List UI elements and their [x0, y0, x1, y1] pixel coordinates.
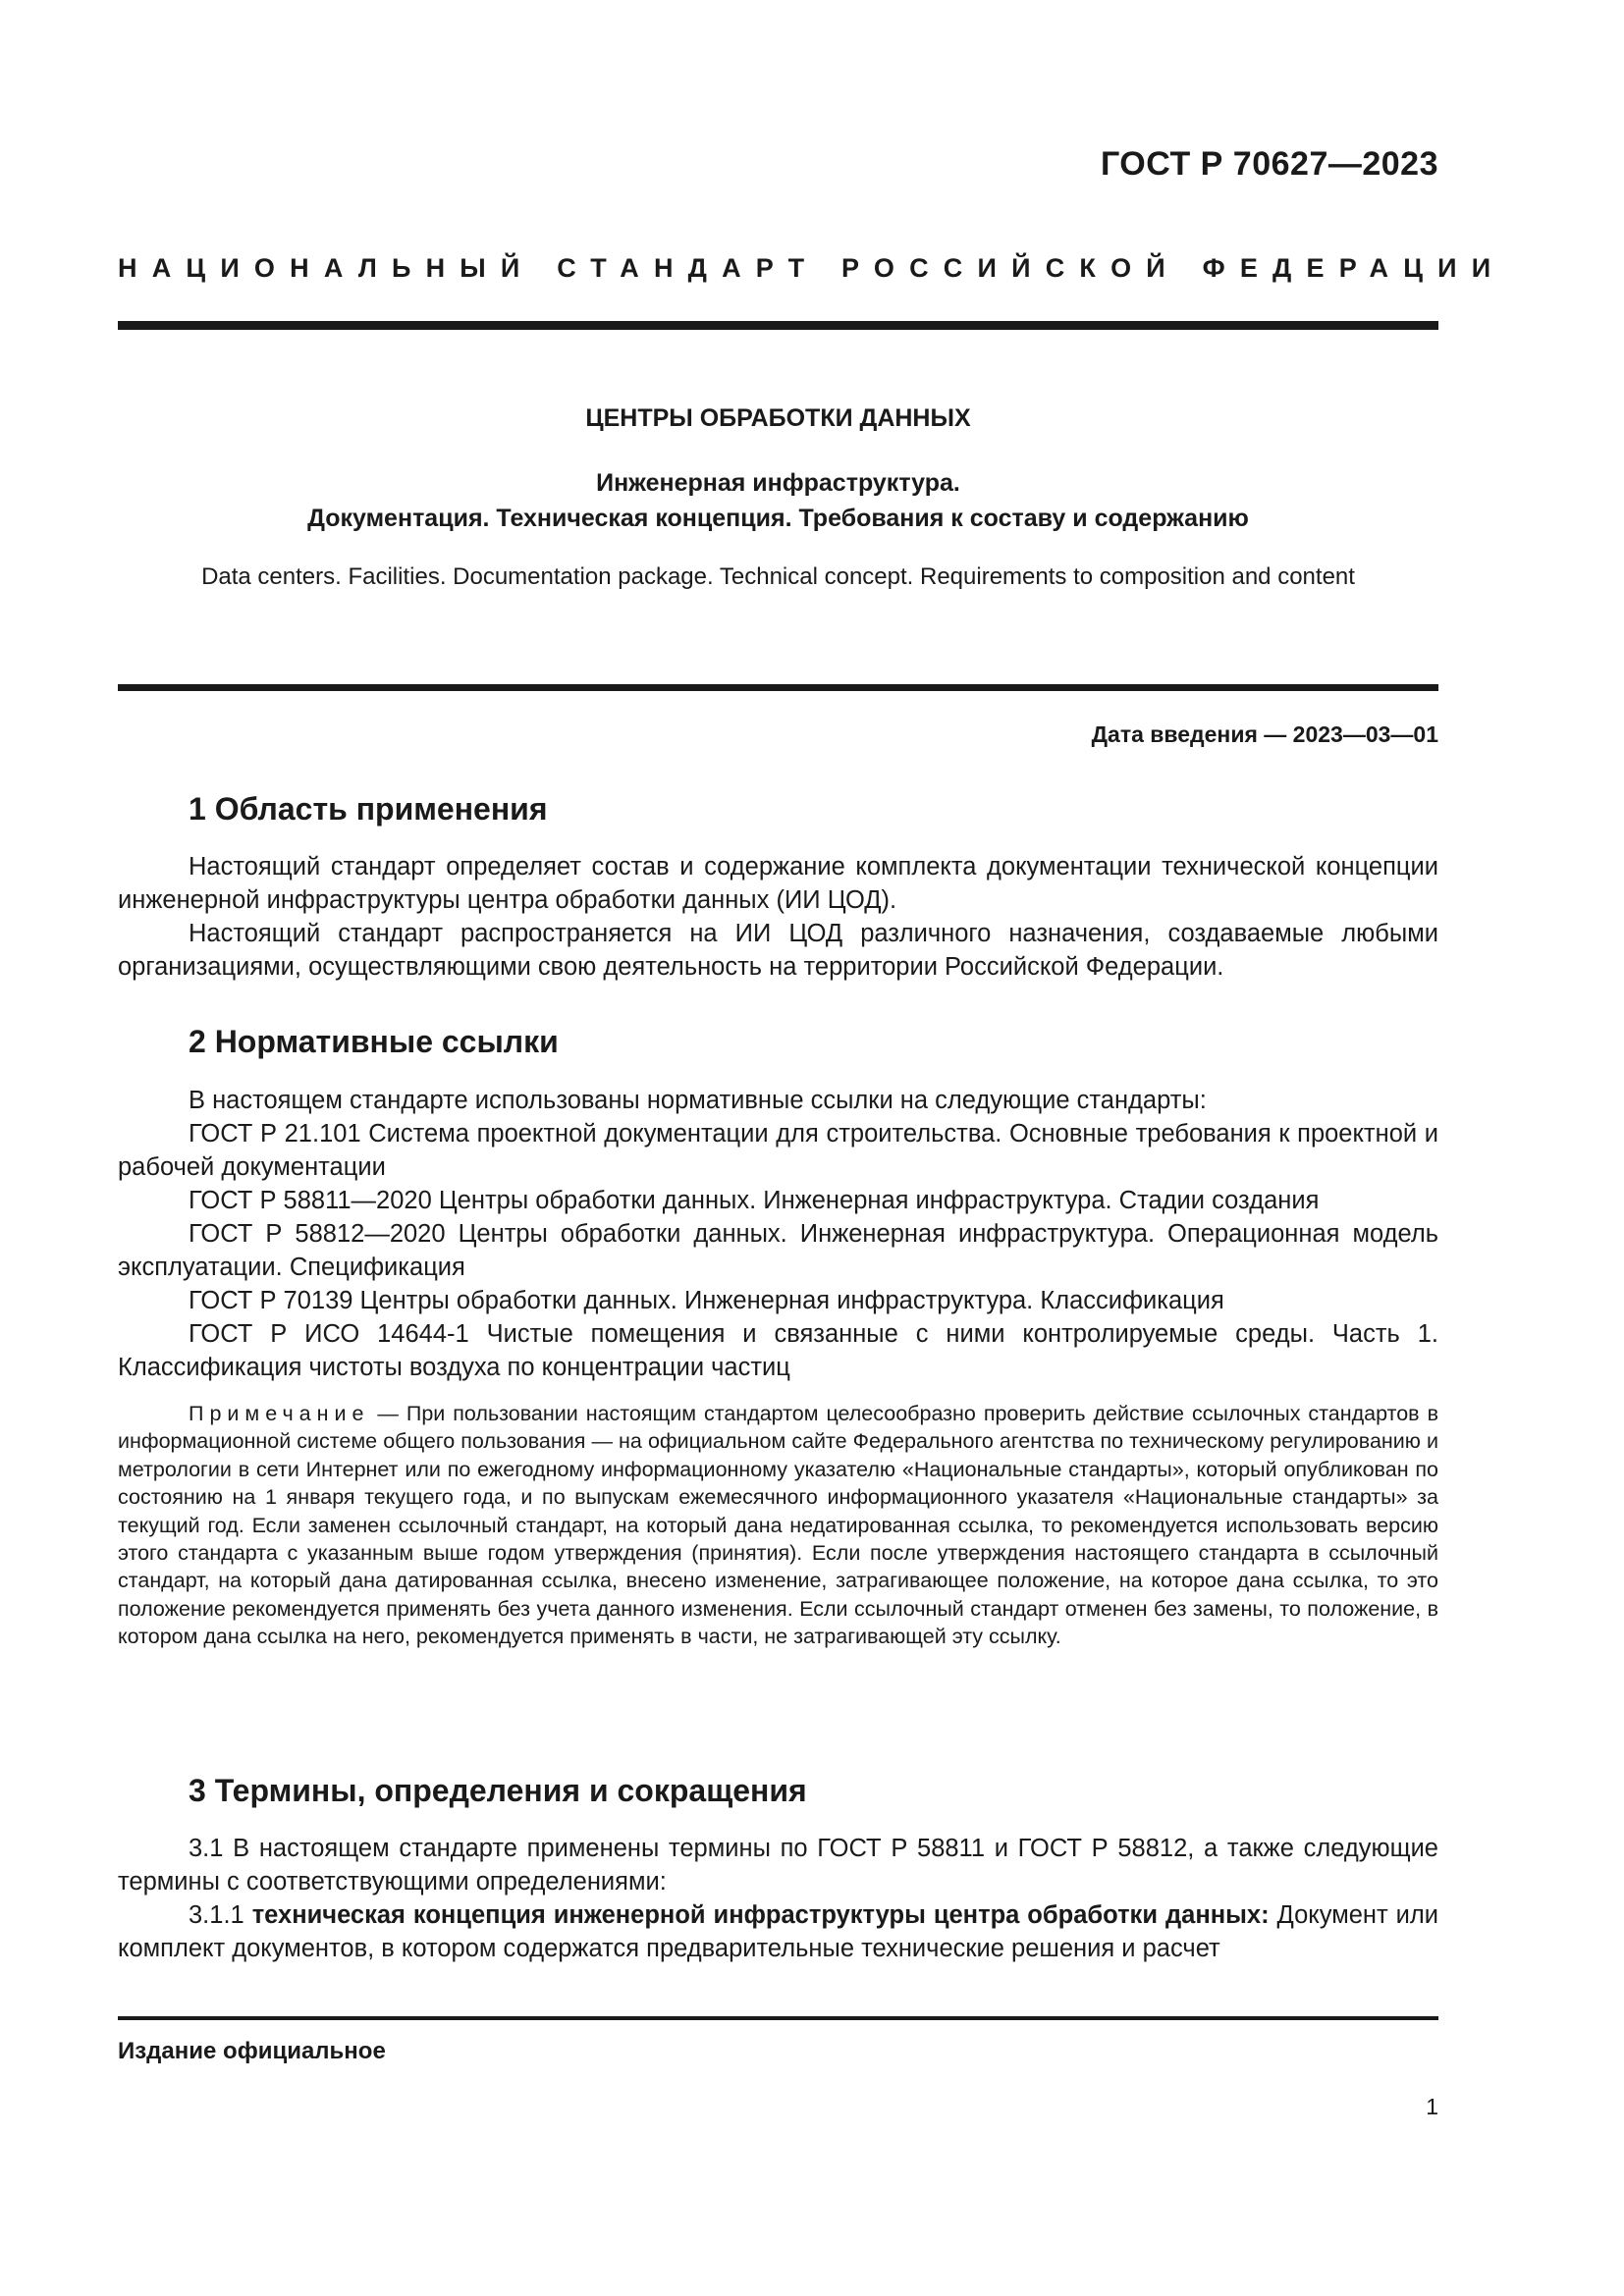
document-number: ГОСТ Р 70627—2023: [1100, 145, 1438, 183]
reference-item: ГОСТ Р 70139 Центры обработки данных. Инженерная инфраструктура. Классификация: [189, 1287, 1224, 1314]
section-3-body: [118, 1832, 1438, 1965]
term-definition: [118, 1898, 1438, 1965]
national-standard-banner: НАЦИОНАЛЬНЫЙ СТАНДАРТ РОССИЙСКОЙ ФЕДЕРАЦИИ: [118, 253, 1506, 283]
section-2-body: [118, 1084, 1438, 1384]
term-name: техническая концепция инженерной инфраструктуры центра обработки данных:: [251, 1901, 1270, 1929]
title-rule: [118, 684, 1438, 691]
footer-rule: [118, 2016, 1438, 2020]
section-2-heading: 2 Нормативные ссылки: [189, 1024, 559, 1059]
section-1-body: [118, 850, 1438, 984]
paragraph: Настоящий стандарт определяет состав и содержание комплекта документации технической концепции инженерной инфраструктуры центра обработки данных (ИИ ЦОД).: [118, 853, 1438, 914]
header-rule: [118, 321, 1438, 330]
english-title: Data centers. Facilities. Documentation package. Technical concept. Requirements to composition and content: [201, 563, 1355, 590]
introduction-date: Дата введения — 2023—03—01: [1091, 721, 1438, 747]
paragraph: В настоящем стандарте использованы нормативные ссылки на следующие стандарты:: [189, 1087, 1207, 1114]
reference-item: ГОСТ Р 58811—2020 Центры обработки данных. Инженерная инфраструктура. Стадии создания: [189, 1187, 1320, 1214]
section-2-note: [118, 1400, 1438, 1651]
subtitle-line-1: Инженерная инфраструктура.: [596, 469, 960, 497]
note-paragraph: [118, 1400, 1438, 1651]
page-number: 1: [1426, 2094, 1438, 2119]
paragraph: Настоящий стандарт распространяется на ИИ ЦОД различного назначения, создаваемые любыми организациями, осуществляющими свою деятельность на территории Российской Федерации.: [118, 920, 1438, 981]
document-page: [118, 0, 1506, 2296]
document-title: ЦЕНТРЫ ОБРАБОТКИ ДАННЫХ: [585, 404, 971, 432]
reference-item: ГОСТ Р 21.101 Система проектной документации для строительства. Основные требования к проектной и рабочей документации: [118, 1120, 1438, 1181]
note-label: Примечание: [189, 1402, 370, 1425]
subtitle-line-2: Документация. Техническая концепция. Требования к составу и содержанию: [307, 505, 1249, 532]
document-subtitle: [118, 465, 1438, 536]
section-1-heading: 1 Область применения: [189, 791, 548, 827]
official-edition-label: Издание официальное: [118, 2038, 386, 2064]
note-text: — При пользовании настоящим стандартом целесообразно проверить действие ссылочных стандартов в информационной системе общего пользования — на официальном сайте Федерального агентства по техническому регулированию и метрологии в сети Интернет или по ежегодному информационному указателю «Национальные стандарты», который опубликован по состоянию на 1 января текущего года, и по выпускам ежемесячного информационного указателя «Национальные стандарты» за текущий год. Если заменен ссылочный стандарт, на который дана недатированная ссылка, то рекомендуется использовать версию этого стандарта с указанным выше годом утверждения (принятия). Если после утверждения настоящего стандарта в ссылочный стандарт, на который дана датированная ссылка, внесено изменение, затрагивающее положение, на которое дана ссылка, то это положение рекомендуется применять без учета данного изменения. Если ссылочный стандарт отменен без замены, то положение, в котором дана ссылка на него, рекомендуется применять в части, не затрагивающей эту ссылку.: [118, 1402, 1438, 1649]
term-definition-text: Документ или комплект документов, в котором содержатся предварительные технические решения и расчет: [118, 1901, 1439, 1962]
section-3-heading: 3 Термины, определения и сокращения: [189, 1773, 807, 1808]
term-number: 3.1.1: [189, 1901, 252, 1929]
reference-item: ГОСТ Р 58812—2020 Центры обработки данных. Инженерная инфраструктура. Операционная модель эксплуатации. Спецификация: [118, 1220, 1438, 1281]
paragraph: 3.1 В настоящем стандарте применены термины по ГОСТ Р 58811 и ГОСТ Р 58812, а также следующие термины с соответствующими определениями:: [118, 1835, 1438, 1896]
reference-item: ГОСТ Р ИСО 14644-1 Чистые помещения и связанные с ними контролируемые среды. Часть 1. Классификация чистоты воздуха по концентрации частиц: [118, 1320, 1438, 1381]
